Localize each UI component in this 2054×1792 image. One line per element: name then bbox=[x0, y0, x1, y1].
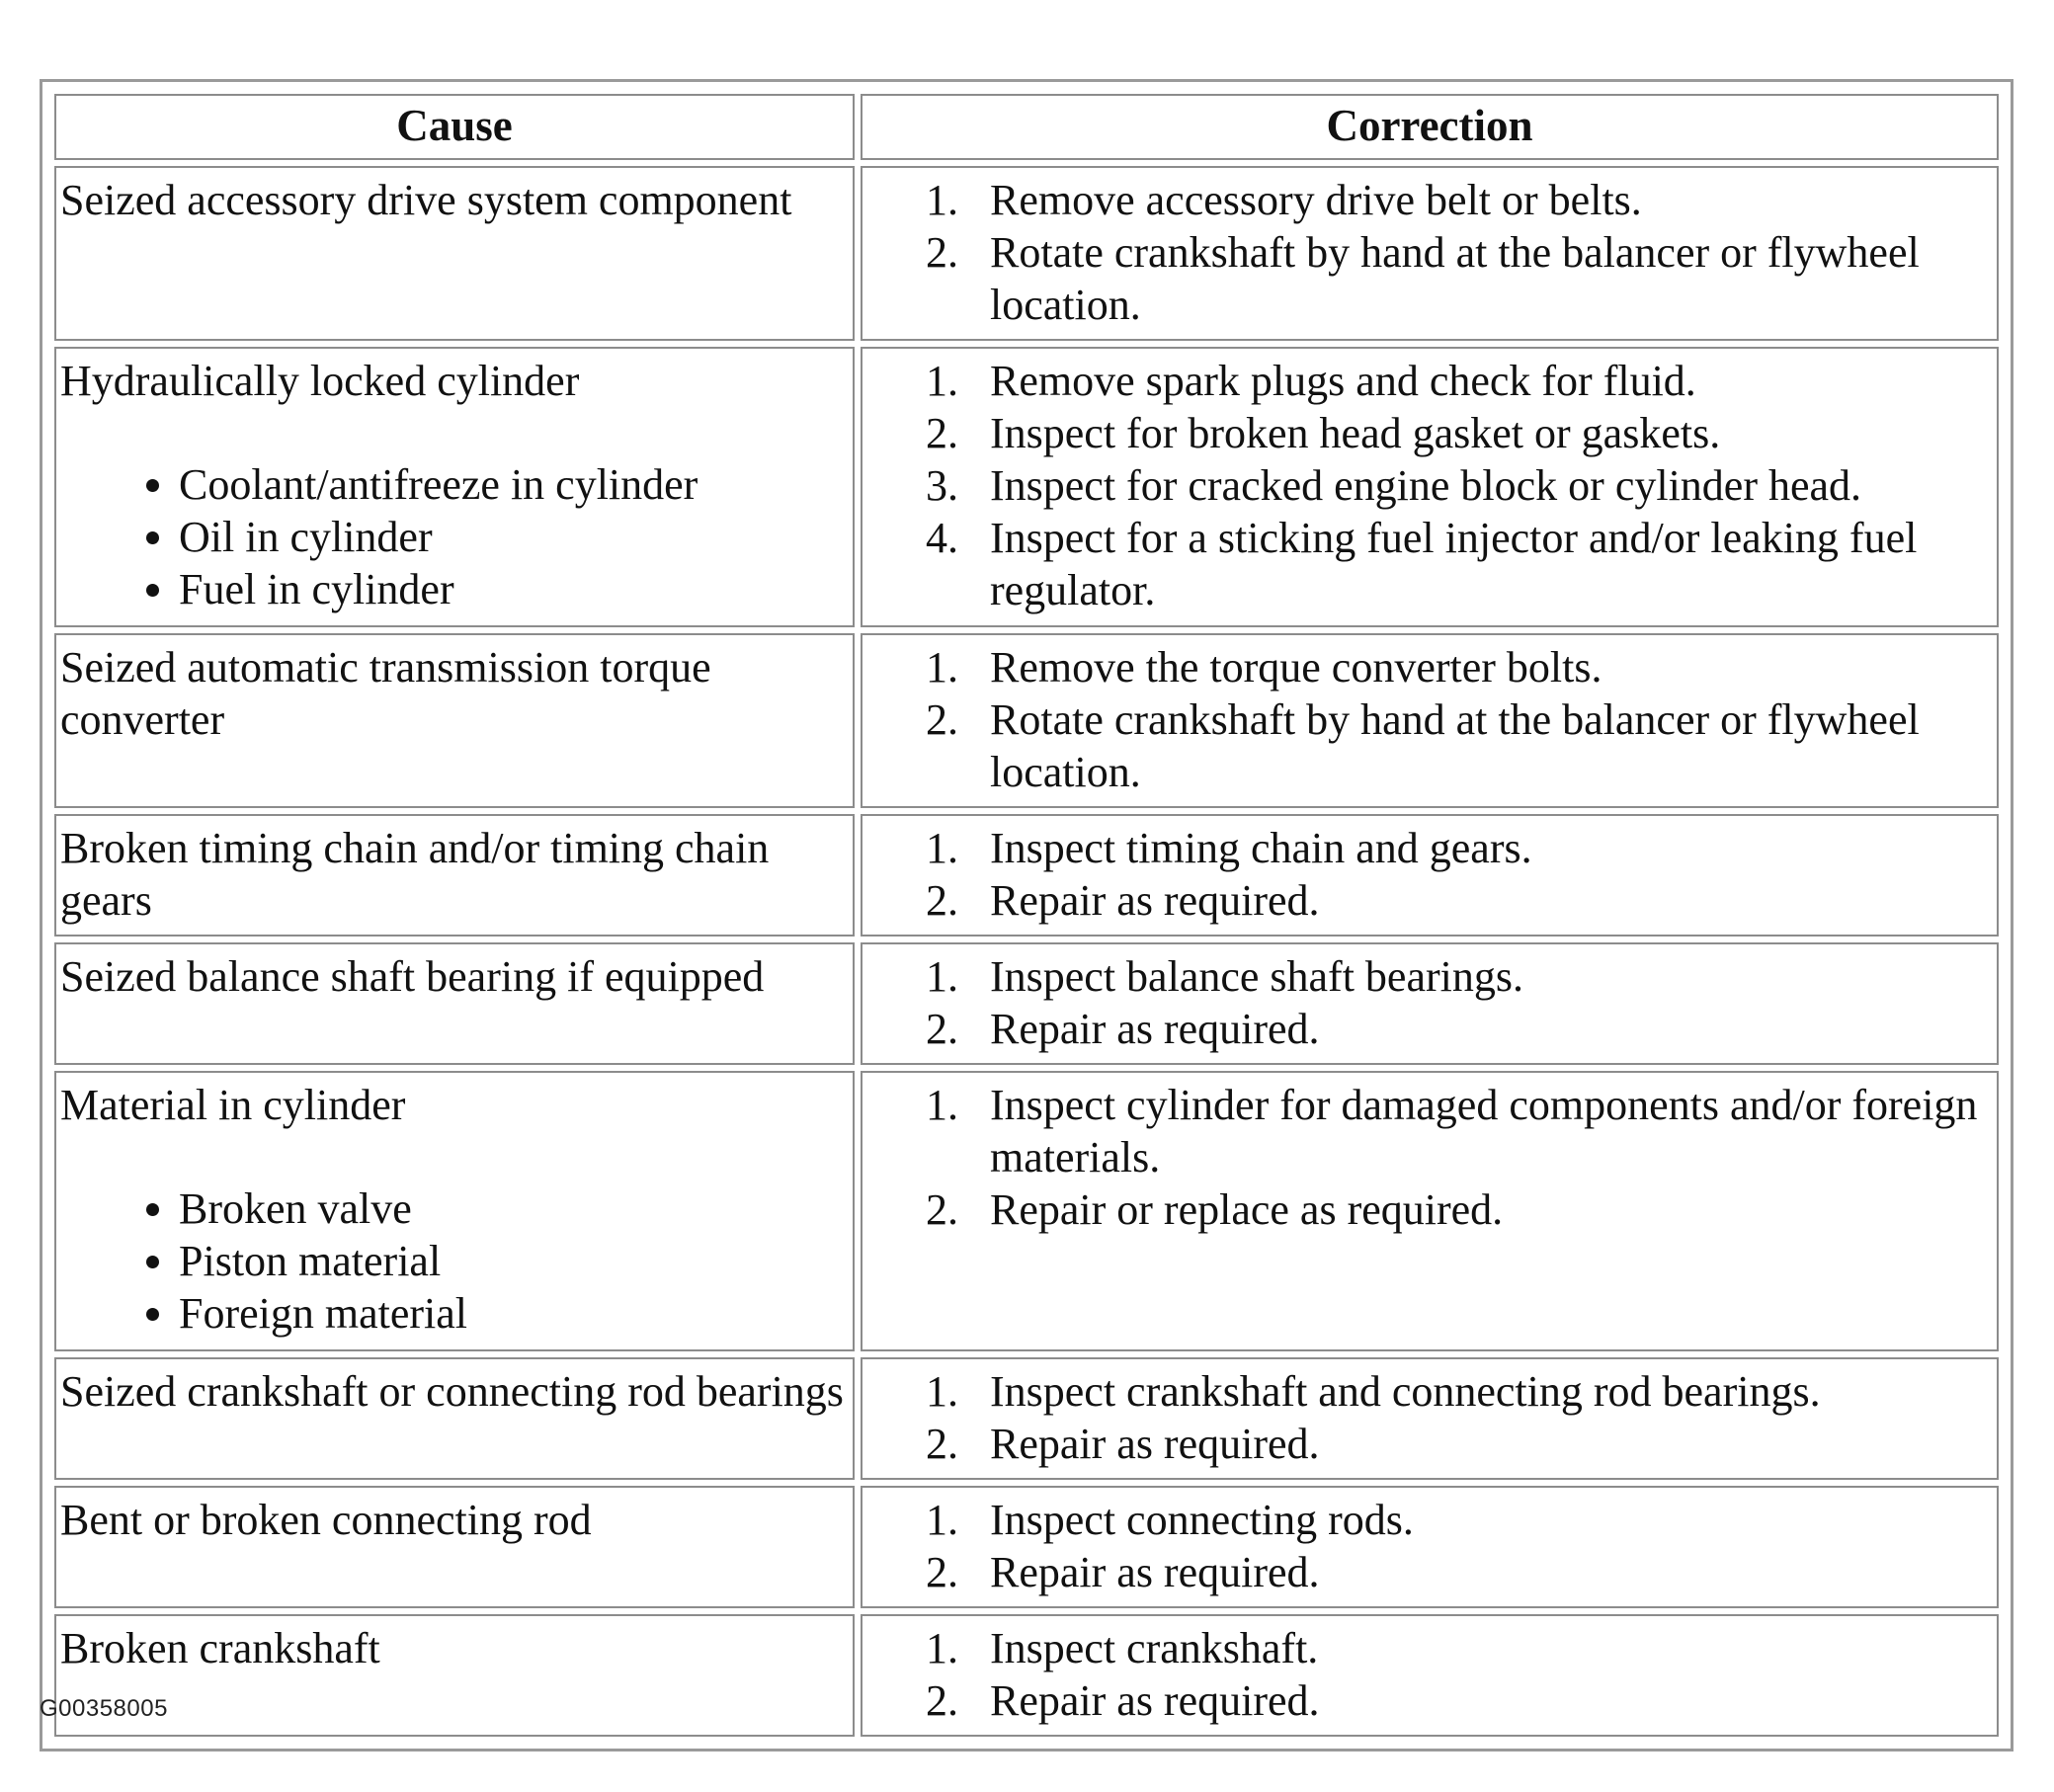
correction-step bbox=[866, 174, 1993, 226]
table-row bbox=[54, 1071, 1999, 1351]
correction-step bbox=[866, 1365, 1993, 1418]
correction-list bbox=[866, 1079, 1993, 1236]
cause-cell bbox=[54, 814, 855, 937]
correction-step bbox=[866, 1546, 1993, 1598]
step-number: 1. bbox=[926, 1081, 958, 1129]
step-text: Inspect crankshaft and connecting rod bearings. bbox=[990, 1367, 1821, 1416]
correction-step bbox=[866, 226, 1993, 331]
figure-id: G00358005 bbox=[40, 1695, 168, 1722]
step-number: 2. bbox=[926, 1420, 958, 1468]
correction-step bbox=[866, 1183, 1993, 1236]
correction-step bbox=[866, 1494, 1993, 1546]
correction-step bbox=[866, 874, 1993, 927]
correction-step bbox=[866, 1418, 1993, 1470]
correction-list bbox=[866, 641, 1993, 798]
correction-step bbox=[866, 641, 1993, 693]
step-number: 3. bbox=[926, 461, 958, 510]
step-number: 1. bbox=[926, 643, 958, 692]
cause-text: Seized crankshaft or connecting rod bearings bbox=[60, 1367, 844, 1416]
correction-cell bbox=[861, 1486, 1999, 1608]
cause-text: Seized automatic transmission torque converter bbox=[60, 643, 711, 744]
table-row bbox=[54, 166, 1999, 341]
step-text: Repair or replace as required. bbox=[990, 1185, 1504, 1234]
cause-bullet: • Broken valve bbox=[179, 1182, 849, 1235]
step-number: 1. bbox=[926, 824, 958, 872]
step-number: 1. bbox=[926, 952, 958, 1001]
correction-cell bbox=[861, 347, 1999, 627]
step-number: 1. bbox=[926, 357, 958, 405]
cause-bullet: • Oil in cylinder bbox=[179, 511, 849, 563]
step-text: Inspect for a sticking fuel injector and/or leaking fuel regulator. bbox=[990, 514, 1918, 614]
step-text: Remove spark plugs and check for fluid. bbox=[990, 357, 1696, 405]
correction-step bbox=[866, 1674, 1993, 1727]
cause-cell bbox=[54, 166, 855, 341]
cause-text: Bent or broken connecting rod bbox=[60, 1496, 592, 1544]
cause-bullet: • Foreign material bbox=[179, 1287, 849, 1340]
table-row bbox=[54, 814, 1999, 937]
table-header-row bbox=[54, 94, 1999, 160]
step-number: 2. bbox=[926, 1005, 958, 1053]
cause-cell bbox=[54, 942, 855, 1065]
step-number: 2. bbox=[926, 1676, 958, 1725]
cause-cell bbox=[54, 1614, 855, 1737]
step-text: Rotate crankshaft by hand at the balancer or flywheel location. bbox=[990, 695, 1920, 796]
step-number: 1. bbox=[926, 1496, 958, 1544]
step-text: Repair as required. bbox=[990, 1420, 1320, 1468]
correction-cell bbox=[861, 1357, 1999, 1480]
correction-step bbox=[866, 1003, 1993, 1055]
step-number: 4. bbox=[926, 514, 958, 562]
step-number: 2. bbox=[926, 1548, 958, 1596]
header-cause: Cause bbox=[54, 94, 855, 160]
step-text: Inspect for broken head gasket or gaskets. bbox=[990, 409, 1721, 457]
correction-cell bbox=[861, 166, 1999, 341]
cause-bullet-list bbox=[60, 1182, 849, 1340]
step-text: Inspect timing chain and gears. bbox=[990, 824, 1532, 872]
step-number: 2. bbox=[926, 876, 958, 925]
correction-list bbox=[866, 174, 1993, 331]
correction-cell bbox=[861, 942, 1999, 1065]
step-text: Inspect connecting rods. bbox=[990, 1496, 1414, 1544]
diagnosis-table bbox=[48, 88, 2005, 1743]
cause-text: Broken timing chain and/or timing chain gears bbox=[60, 824, 770, 925]
correction-list bbox=[866, 950, 1993, 1055]
correction-list bbox=[866, 1622, 1993, 1727]
step-number: 2. bbox=[926, 228, 958, 277]
correction-step bbox=[866, 459, 1993, 512]
step-text: Inspect balance shaft bearings. bbox=[990, 952, 1523, 1001]
cause-text: Seized balance shaft bearing if equipped bbox=[60, 952, 765, 1001]
cause-cell bbox=[54, 1071, 855, 1351]
cause-cell bbox=[54, 633, 855, 808]
step-text: Repair as required. bbox=[990, 1676, 1320, 1725]
step-text: Repair as required. bbox=[990, 1548, 1320, 1596]
correction-step bbox=[866, 1622, 1993, 1674]
table-row bbox=[54, 633, 1999, 808]
cause-cell bbox=[54, 347, 855, 627]
cause-text: Broken crankshaft bbox=[60, 1624, 380, 1672]
table-row bbox=[54, 1614, 1999, 1737]
correction-step bbox=[866, 407, 1993, 459]
correction-step bbox=[866, 822, 1993, 874]
correction-cell bbox=[861, 814, 1999, 937]
cause-cell bbox=[54, 1486, 855, 1608]
cause-bullet: • Piston material bbox=[179, 1235, 849, 1287]
correction-cell bbox=[861, 1614, 1999, 1737]
step-text: Remove accessory drive belt or belts. bbox=[990, 176, 1642, 224]
correction-list bbox=[866, 1494, 1993, 1598]
cause-bullet: • Fuel in cylinder bbox=[179, 563, 849, 615]
step-text: Repair as required. bbox=[990, 876, 1320, 925]
correction-step bbox=[866, 355, 1993, 407]
cause-text: Material in cylinder bbox=[60, 1081, 406, 1129]
correction-step bbox=[866, 693, 1993, 798]
correction-cell bbox=[861, 1071, 1999, 1351]
step-number: 2. bbox=[926, 695, 958, 744]
step-number: 1. bbox=[926, 1367, 958, 1416]
step-text: Rotate crankshaft by hand at the balancer or flywheel location. bbox=[990, 228, 1920, 329]
step-text: Remove the torque converter bolts. bbox=[990, 643, 1602, 692]
step-number: 2. bbox=[926, 1185, 958, 1234]
correction-cell bbox=[861, 633, 1999, 808]
cause-bullet-list bbox=[60, 458, 849, 615]
step-text: Repair as required. bbox=[990, 1005, 1320, 1053]
step-number: 1. bbox=[926, 1624, 958, 1672]
correction-list bbox=[866, 355, 1993, 616]
cause-text: Seized accessory drive system component bbox=[60, 176, 792, 224]
step-text: Inspect cylinder for damaged components and/or foreign materials. bbox=[990, 1081, 1978, 1181]
step-text: Inspect crankshaft. bbox=[990, 1624, 1319, 1672]
table-row bbox=[54, 347, 1999, 627]
correction-step bbox=[866, 1079, 1993, 1183]
diagnosis-table-frame bbox=[40, 79, 2013, 1751]
cause-bullet: • Coolant/antifreeze in cylinder bbox=[179, 458, 849, 511]
table-row bbox=[54, 1486, 1999, 1608]
correction-step bbox=[866, 512, 1993, 616]
correction-list bbox=[866, 822, 1993, 927]
step-number: 1. bbox=[926, 176, 958, 224]
step-text: Inspect for cracked engine block or cylinder head. bbox=[990, 461, 1862, 510]
correction-step bbox=[866, 950, 1993, 1003]
step-number: 2. bbox=[926, 409, 958, 457]
correction-list bbox=[866, 1365, 1993, 1470]
cause-text: Hydraulically locked cylinder bbox=[60, 357, 580, 405]
table-row bbox=[54, 1357, 1999, 1480]
header-correction: Correction bbox=[861, 94, 1999, 160]
cause-cell bbox=[54, 1357, 855, 1480]
table-row bbox=[54, 942, 1999, 1065]
